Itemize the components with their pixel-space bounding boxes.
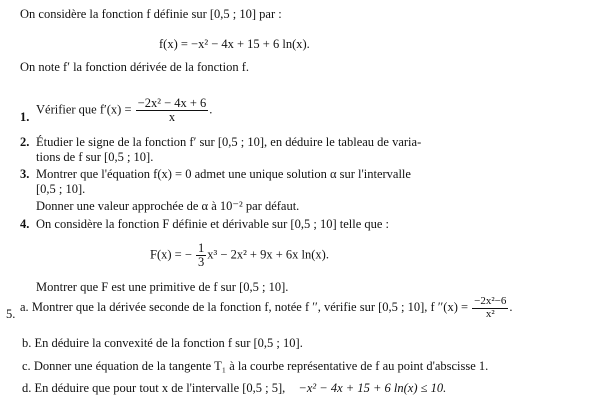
q5c-statement [22,359,488,375]
q4-number: 4. [20,217,30,231]
q5a-fraction-numerator: −2x²−6 [474,295,507,307]
q3-line-3: Donner une valeur approchée de α à 10⁻² par défaut. [36,199,300,213]
formula-F [150,242,329,269]
q1-number: 1. [20,110,30,124]
q1-fraction-numerator: −2x² − 4x + 6 [137,96,207,110]
q5c-text: Donner une équation de la tangente T₁ à la courbe représentative de f au point d'abscisse 1. [33,359,489,373]
q5b-text: En déduire la convexité de la fonction f sur [0,5 ; 10]. [34,336,303,350]
q4-line-2: Montrer que F est une primitive de f sur [0,5 ; 10]. [36,280,289,294]
q5b-label: b. [22,336,32,350]
q5-number: 5. [6,307,16,321]
q1-fraction [136,97,209,124]
q3-number: 3. [20,167,30,181]
formula-F-fraction [196,242,206,269]
q5d-inequality: −x² − 4x + 15 + 6 ln(x) ≤ 10. [298,381,447,395]
q5d-label: d. [22,381,32,395]
intro-line-2: On note f′ la fonction dérivée de la fonction f. [20,60,250,74]
q1-statement [36,97,212,124]
q3-line-1: Montrer que l'équation f(x) = 0 admet une unique solution α sur l'intervalle [36,167,411,181]
q1-text: Vérifier que f′(x) = [36,102,132,117]
q3-line-2: [0,5 ; 10]. [36,182,86,196]
q5a-fraction-denominator: x² [485,307,495,320]
formula-f: f(x) = −x² − 4x + 15 + 6 ln(x). [159,37,310,51]
formula-F-right: x³ − 2x² + 9x + 6x ln(x). [207,247,329,262]
q5a-text: Montrer que la dérivée seconde de la fonction f, notée f ′′, vérifie sur [0,5 ; 10], f ′′(x) = [31,299,469,314]
q5a-end: . [509,299,513,314]
q5c-label: c. [22,359,31,373]
q5d-text: En déduire que pour tout x de l'intervalle [0,5 ; 5], [34,381,286,395]
q2-line-2: tions de f sur [0,5 ; 10]. [36,150,154,164]
formula-F-fraction-numerator: 1 [198,241,205,255]
q5a-fraction [472,296,508,320]
q2-number: 2. [20,135,30,149]
q2-line-1: Étudier le signe de la fonction f′ sur [0,5 ; 10], en déduire le tableau de varia- [36,135,422,149]
q5a-statement [20,296,513,320]
q1-fraction-denominator: x [168,110,176,125]
q1-end: . [209,102,213,117]
q5a-label: a. [20,299,29,314]
formula-F-left: F(x) = − [150,247,192,262]
intro-line-1: On considère la fonction f définie sur [0,5 ; 10] par : [20,7,282,21]
q5d-statement [22,381,446,397]
q4-line-1: On considère la fonction F définie et dérivable sur [0,5 ; 10] telle que : [36,217,390,231]
q5b-statement [22,336,303,352]
formula-F-fraction-denominator: 3 [198,255,205,270]
